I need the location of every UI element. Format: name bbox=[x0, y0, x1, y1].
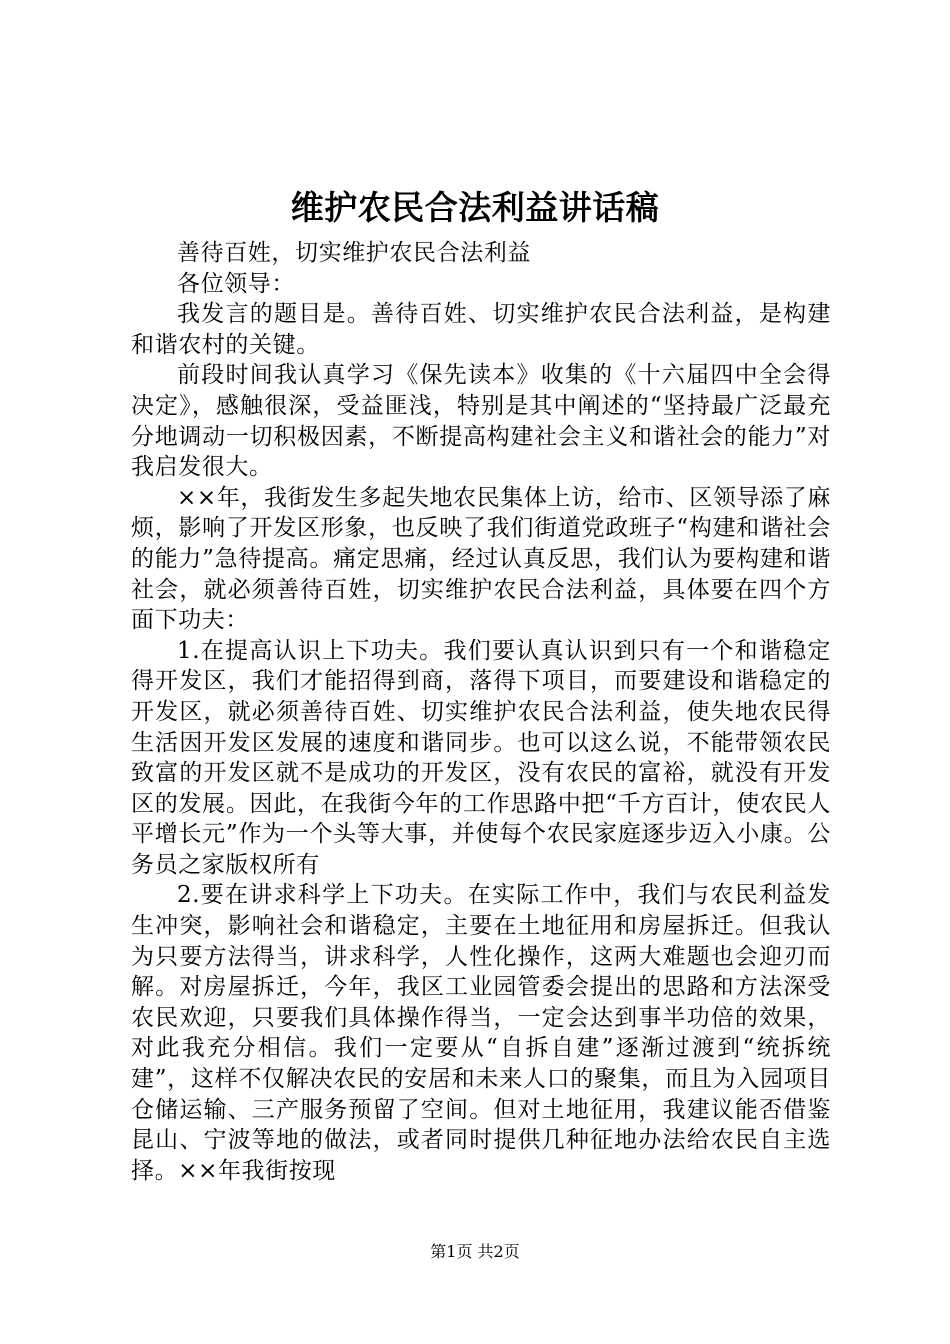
salutation-paragraph: 各位领导： bbox=[177, 270, 295, 297]
body-paragraph: 1.在提高认识上下功夫。我们要认真认识到只有一个和谐稳定得开发区，我们才能招得到商，落得下项目，而要建设和谐稳定的开发区，就必须善待百姓、切实维护农民合法利益，使失地农民得生活因开发区发展的速度和谐同步。也可以这么说，不能带领农民致富的开发区就不是成功的开发区，没有农民的富裕，就没有开发区的发展。因此，在我街今年的工作思路中把“千方百计，使农民人平增长元”作为一个头等大事，并使每个农民家庭逐步迈入小康。公务员之家版权所有 bbox=[131, 637, 831, 878]
body-paragraph: 2.要在讲求科学上下功夫。在实际工作中，我们与农民利益发生冲突，影响社会和谐稳定，主要在土地征用和房屋拆迁。但我认为只要方法得当，讲求科学，人性化操作，这两大难题也会迎刃而解。对房屋拆迁，今年，我区工业园管委会提出的思路和方法深受农民欢迎，只要我们具体操作得当，一定会达到事半功倍的效果，对此我充分相信。我们一定要从“自拆自建”逐渐过渡到“统拆统建”，这样不仅解决农民的安居和未来人口的聚集，而且为入园项目仓储运输、三产服务预留了空间。但对土地征用，我建议能否借鉴昆山、宁波等地的做法，或者同时提供几种征地办法给农民自主选择。××年我街按现 bbox=[131, 882, 831, 1184]
subtitle-paragraph: 善待百姓，切实维护农民合法利益 bbox=[177, 240, 531, 266]
document-body bbox=[131, 238, 831, 1186]
body-paragraph: ××年，我街发生多起失地农民集体上访，给市、区领导添了麻烦，影响了开发区形象，也反映了我们街道党政班子“构建和谐社会的能力”急待提高。痛定思痛，经过认真反思，我们认为要构建和谐社会，就必须善待百姓，切实维护农民合法利益，具体要在四个方面下功夫： bbox=[131, 484, 831, 634]
document-title: 维护农民合法利益讲话稿 bbox=[290, 188, 660, 227]
body-paragraph: 我发言的题目是。善待百姓、切实维护农民合法利益，是构建和谐农村的关键。 bbox=[131, 301, 831, 358]
page-footer: 第1页 共2页 bbox=[430, 1242, 520, 1261]
body-paragraph: 前段时间我认真学习《保先读本》收集的《十六届四中全会得决定》，感触很深，受益匪浅，特别是其中阐述的“坚持最广泛最充分地调动一切积极因素，不断提高构建社会主义和谐社会的能力”对我启发很大。 bbox=[131, 362, 831, 481]
